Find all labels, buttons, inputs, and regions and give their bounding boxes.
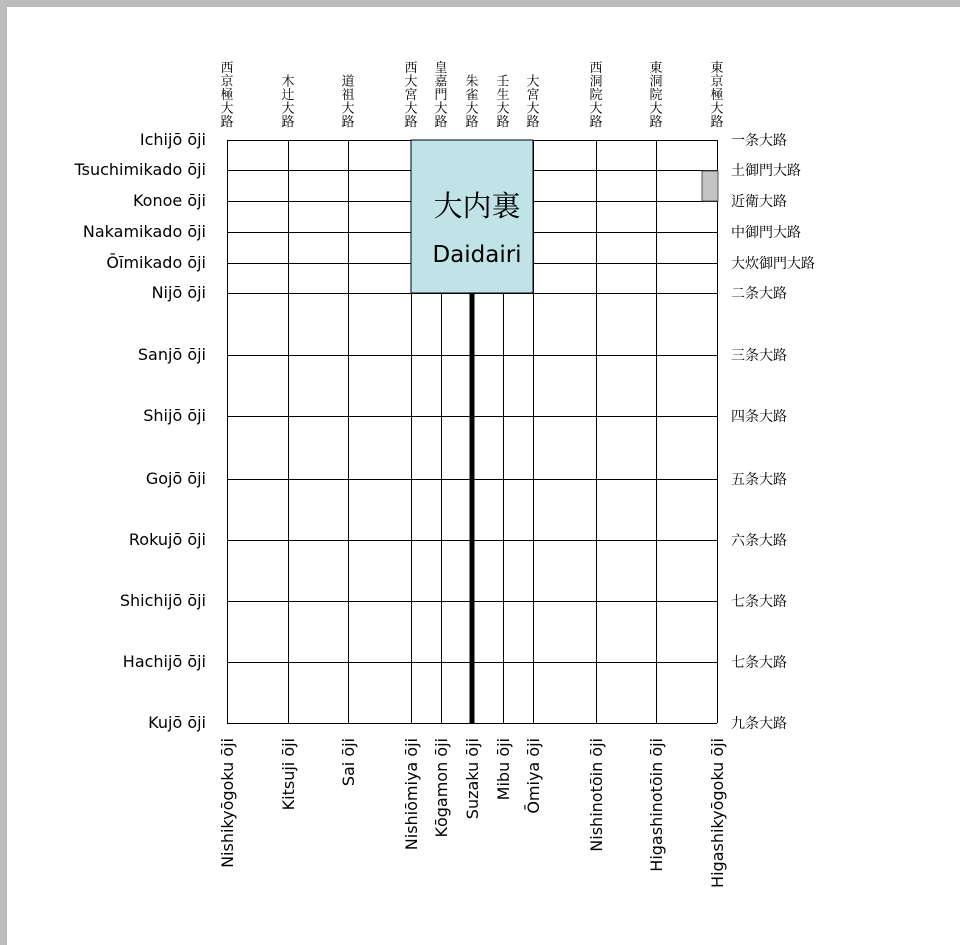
ns-street-label-en: Nishiōmiya ōji [402,738,421,851]
ew-street-label-en: Kujō ōji [148,713,206,732]
ew-street-label-ja: 土御門大路 [731,163,801,179]
ns-street-label-en: Higashinotōin ōji [647,738,666,872]
ew-street-label-ja: 九条大路 [731,716,787,732]
ew-street-label-en: Gojō ōji [145,469,206,488]
ns-street-label-ja: 皇嘉門大路 [434,61,448,130]
ns-street-label-en: Higashikyōgoku ōji [708,738,727,888]
ns-street-label-ja: 東京極大路 [710,61,724,130]
ns-street-label-en: Nishikyōgoku ōji [218,738,237,868]
ew-street-label-ja: 一条大路 [731,133,787,149]
ew-street-label-ja: 七条大路 [731,655,787,671]
ns-street-label-en: Suzaku ōji [463,738,482,820]
ew-street-label-en: Nijō ōji [151,283,206,302]
ew-street-label-en: Sanjō ōji [137,345,206,364]
ew-street-label-ja: 七条大路 [731,594,787,610]
ns-street-label-en: Kitsuji ōji [279,738,298,811]
ns-street-label-en: Kōgamon ōji [432,738,451,838]
ew-street-label-en: Konoe ōji [132,191,206,210]
ns-street-label-en: Ōmiya ōji [524,738,543,814]
daidairi-japanese-label: 大内裏 [433,189,521,223]
ns-street-label-ja: 東洞院大路 [649,61,663,130]
ns-street-label-en: Mibu ōji [494,738,513,801]
ew-street-label-en: Shichijō ōji [119,591,206,610]
ew-street-label-en: Hachijō ōji [122,652,206,671]
ew-street-label-ja: 中御門大路 [731,225,801,241]
ew-street-label-ja: 三条大路 [731,348,787,364]
ew-street-label-ja: 六条大路 [731,533,787,549]
corner-marker-block [702,171,718,201]
ew-street-label-en: Shijō ōji [143,406,206,425]
ns-street-label-ja: 道祖大路 [341,74,355,130]
ew-street-label-en: Ōīmikado ōji [106,253,206,272]
ew-street-label-en: Ichijō ōji [139,130,206,149]
ew-street-label-ja: 四条大路 [731,409,787,425]
ns-street-label-en: Sai ōji [339,738,358,787]
ns-street-label-ja: 西大宮大路 [404,61,418,130]
ew-street-label-ja: 五条大路 [731,472,787,488]
ns-street-label-ja: 壬生大路 [496,74,510,130]
ns-street-label-ja: 西京極大路 [220,61,234,130]
ns-street-label-ja: 西洞院大路 [589,61,603,130]
ew-street-label-en: Rokujō ōji [128,530,206,549]
ew-street-label-en: Tsuchimikado ōji [74,160,206,179]
ew-street-label-ja: 二条大路 [731,286,787,302]
ew-street-label-ja: 近衛大路 [731,194,787,210]
daidairi-romaji-label: Daidairi [432,242,522,268]
ns-street-label-en: Nishinotōin ōji [587,738,606,852]
ns-street-label-ja: 朱雀大路 [465,74,479,130]
ns-street-label-ja: 木辻大路 [281,74,295,130]
ns-street-label-ja: 大宮大路 [526,74,540,130]
ew-street-label-en: Nakamikado ōji [82,222,206,241]
ew-street-label-ja: 大炊御門大路 [731,256,815,272]
